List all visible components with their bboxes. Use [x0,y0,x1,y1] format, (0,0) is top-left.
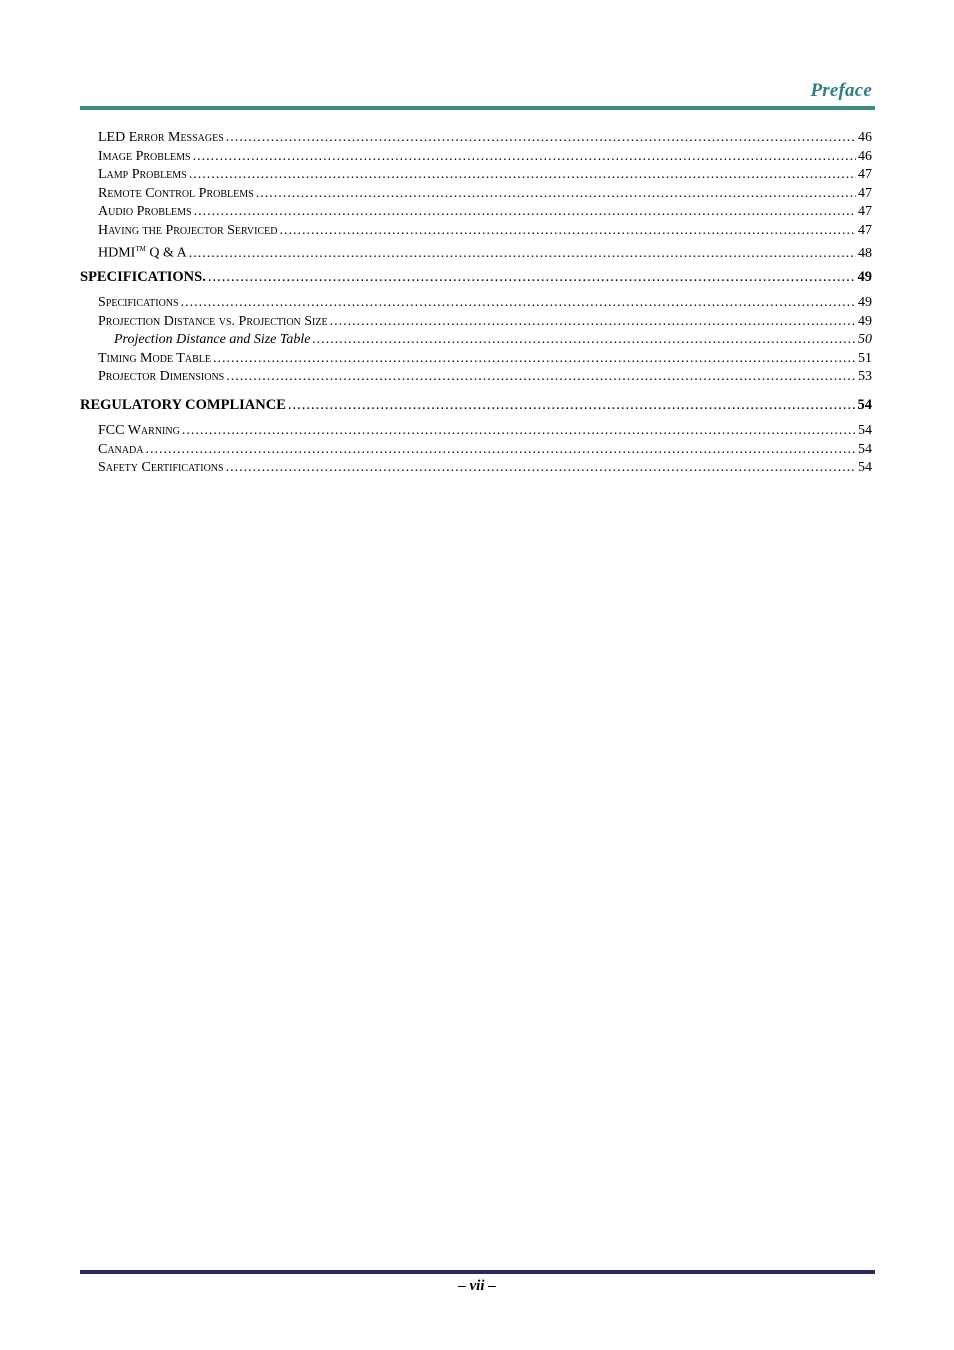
toc-leader-dots [330,313,856,332]
toc-entry-title: Safety Certifications [98,460,224,475]
toc-entry-title: Remote Control Problems [98,185,254,201]
toc-entry-canada[interactable] [80,441,872,460]
toc-leader-dots [145,441,856,460]
toc-leader-dots [194,203,856,222]
toc-entry-page: 47 [858,185,872,201]
toc-entry-safety-certifications[interactable] [80,459,872,478]
toc-entry-title: Having the Projector Serviced [98,222,278,238]
trademark-mark: TM [135,245,146,253]
toc-leader-dots [182,422,856,441]
toc-entry-specifications[interactable] [80,294,872,313]
toc-entry-page: 54 [858,441,872,457]
toc-entry-hdmi-q-and-a[interactable] [80,240,872,259]
toc-entry-title: Projector Dimensions [98,369,225,384]
toc-entry-page: 54 [858,460,872,475]
toc-entry-page: 47 [858,167,872,182]
toc-entry-fcc-warning[interactable] [80,422,872,441]
toc-leader-dots [226,129,856,148]
toc-entry-title-rest: Q & A [145,245,187,261]
toc-entry-title: FCC Warning [98,423,180,438]
toc-leader-dots [256,185,856,204]
toc-leader-dots [313,331,857,350]
toc-entry-image-problems[interactable] [80,148,872,167]
toc-entry-title-main: HDMI [98,245,136,261]
toc-entry-page: 47 [858,204,872,219]
toc-entry-page: 46 [858,148,872,164]
toc-entry-projection-distance-vs-size[interactable] [80,313,872,332]
toc-leader-dots [189,166,856,185]
toc-leader-dots [181,294,856,313]
toc-entry-page: 51 [858,350,872,366]
toc-entry-title: Timing Mode Table [98,350,211,366]
toc-entry-page: 50 [858,332,872,347]
toc-entry-title: Audio Problems [98,204,192,219]
toc-entry-page: 54 [858,423,872,438]
toc-entry-title: Projection Distance vs. Projection Size [98,313,328,329]
table-of-contents [80,129,872,478]
toc-leader-dots [226,368,856,387]
toc-entry-page: 49 [858,295,872,310]
toc-chapter-title: REGULATORY COMPLIANCE [80,396,286,413]
toc-leader-dots [213,350,856,369]
toc-leader-dots [208,268,856,287]
toc-entry-projector-dimensions[interactable] [80,368,872,387]
footer-page-number: – vii – [458,1278,496,1294]
toc-leader-dots [189,245,856,264]
toc-entry-having-projector-serviced[interactable] [80,222,872,241]
toc-entry-page: 46 [858,130,872,145]
toc-leader-dots [226,459,856,478]
toc-entry-title: Lamp Problems [98,167,187,182]
toc-entry-page: 53 [858,369,872,384]
toc-entry-title: Specifications [98,295,179,310]
page-header-title: Preface [810,80,872,101]
toc-leader-dots [288,396,856,415]
toc-chapter-regulatory-compliance[interactable] [80,396,872,415]
toc-entry-audio-problems[interactable] [80,203,872,222]
toc-entry-lamp-problems[interactable] [80,166,872,185]
toc-entry-page: 47 [858,222,872,238]
header-rule [80,106,875,110]
toc-entry-title [98,240,187,263]
toc-chapter-title: SPECIFICATIONS. [80,268,206,285]
toc-leader-dots [279,222,856,241]
toc-entry-page: 49 [858,313,872,329]
toc-entry-page: 48 [858,245,872,261]
toc-chapter-page: 54 [857,396,872,413]
toc-entry-timing-mode-table[interactable] [80,350,872,369]
toc-entry-led-error-messages[interactable] [80,129,872,148]
toc-entry-title: Projection Distance and Size Table [114,332,311,347]
toc-entry-remote-control-problems[interactable] [80,185,872,204]
toc-entry-title: LED Error Messages [98,130,224,145]
toc-entry-title: Canada [98,441,144,457]
toc-entry-title: Image Problems [98,148,191,164]
toc-chapter-specifications[interactable] [80,268,872,287]
toc-entry-projection-distance-size-table[interactable] [80,331,872,350]
toc-chapter-page: 49 [857,268,872,285]
footer-rule [80,1270,875,1274]
toc-leader-dots [193,148,856,167]
